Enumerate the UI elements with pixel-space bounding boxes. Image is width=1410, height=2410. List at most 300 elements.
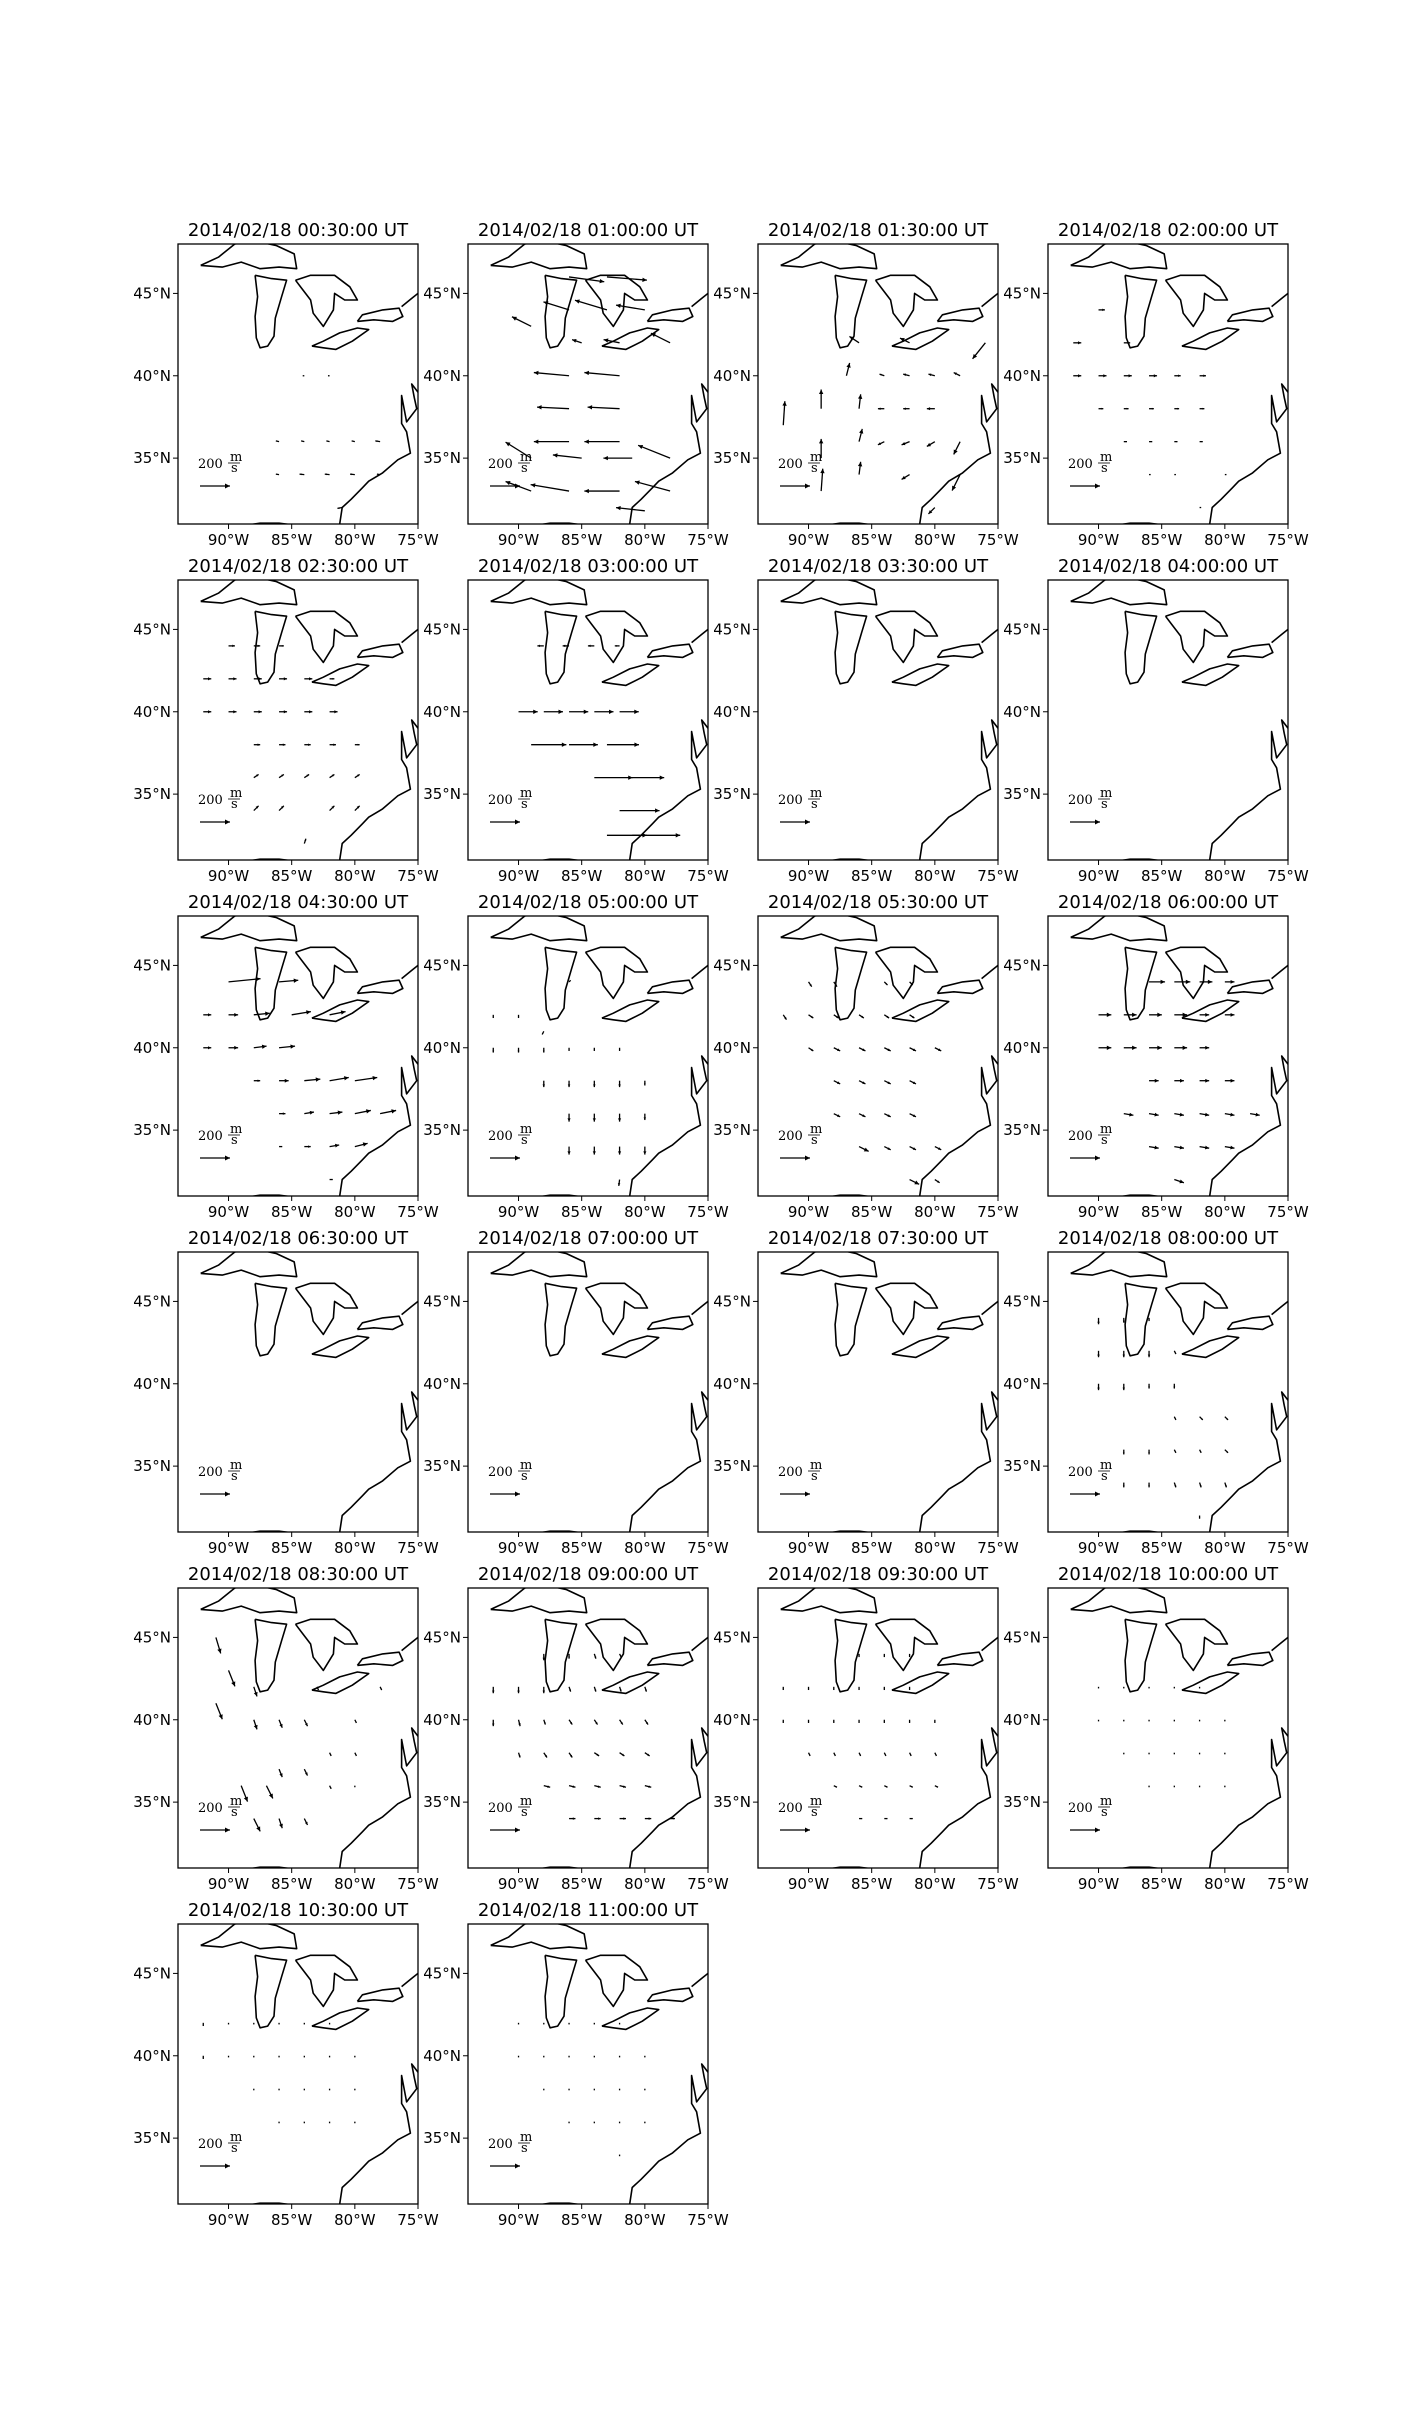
wind-vector — [1148, 1351, 1151, 1357]
wind-vector — [1200, 507, 1202, 508]
x-tick-label: 85°W — [270, 1875, 313, 1893]
coastline — [781, 1249, 877, 1277]
wind-vector — [645, 1785, 651, 1788]
wind-vector — [859, 1786, 862, 1788]
wind-vector — [884, 1818, 887, 1819]
wind-vector — [300, 473, 305, 475]
wind-vector — [651, 333, 670, 343]
key-label-unit: m — [520, 1458, 533, 1473]
x-tick-label: 75°W — [1267, 1875, 1309, 1893]
panel-title: 2014/02/18 09:30:00 UT — [767, 1564, 989, 1585]
wind-vector — [350, 473, 355, 475]
wind-vector — [594, 2023, 595, 2025]
panel-frame — [178, 1588, 418, 1868]
panel-frame — [468, 916, 708, 1196]
wind-vector — [1123, 1720, 1124, 1722]
wind-vector — [910, 1818, 913, 1819]
coastline — [920, 368, 1011, 525]
wind-vector — [330, 806, 335, 811]
wind-vector — [303, 375, 305, 376]
wind-vector — [1174, 1483, 1176, 1488]
panel-frame — [758, 916, 998, 1196]
coastline — [892, 1672, 949, 1693]
wind-vector — [645, 2056, 646, 2058]
key-label-unit: m — [1100, 1122, 1113, 1137]
coastline — [255, 611, 287, 684]
key-label-value: 200 — [198, 1465, 223, 1480]
key-arrow — [200, 820, 230, 825]
wind-vector — [517, 1687, 520, 1693]
wind-vector — [1200, 1483, 1202, 1488]
panel-title: 2014/02/18 07:30:00 UT — [767, 1228, 989, 1249]
wind-vector — [1174, 1079, 1184, 1083]
key-arrow — [490, 1156, 520, 1161]
wind-vector — [518, 1048, 520, 1053]
x-tick-label: 90°W — [1077, 1203, 1120, 1221]
wind-vector — [537, 405, 569, 409]
wind-vector — [380, 1109, 396, 1113]
y-tick-label: 35°N — [713, 1457, 751, 1476]
wind-vector — [1225, 1079, 1235, 1083]
wind-vector — [594, 2056, 595, 2058]
wind-vector — [619, 2023, 620, 2025]
wind-vector — [375, 440, 380, 442]
coastline — [1182, 328, 1239, 349]
wind-vector — [878, 442, 884, 445]
coastline — [647, 1316, 692, 1329]
coastline — [982, 1301, 998, 1314]
wind-vector — [330, 1076, 349, 1081]
key-label-unit: m — [230, 1122, 243, 1137]
wind-vector — [878, 407, 884, 410]
x-tick-label: 75°W — [687, 1875, 729, 1893]
coastline — [1166, 1283, 1228, 1334]
wind-vector — [279, 978, 298, 982]
key-label-unit: m — [1100, 450, 1113, 465]
y-tick-label: 45°N — [423, 956, 461, 975]
wind-vector — [884, 1654, 885, 1657]
wind-vector — [1200, 375, 1206, 378]
wind-vector — [1098, 1720, 1099, 1722]
key-label-unit: s — [1101, 1469, 1108, 1484]
wind-vector — [329, 2023, 330, 2025]
coastline — [920, 1040, 1011, 1197]
x-tick-label: 85°W — [1140, 531, 1183, 549]
wind-vector — [229, 1046, 239, 1050]
wind-vector — [910, 1015, 915, 1018]
coastline — [647, 1988, 692, 2001]
wind-vector — [632, 775, 664, 779]
x-tick-label: 80°W — [1204, 1539, 1246, 1557]
wind-vector — [619, 2089, 620, 2091]
panel-title: 2014/02/18 10:30:00 UT — [187, 1900, 409, 1921]
coastline — [1166, 611, 1228, 662]
wind-vector — [1200, 1450, 1202, 1453]
panel-title: 2014/02/18 06:00:00 UT — [1057, 892, 1279, 913]
coastline — [312, 664, 369, 685]
y-tick-label: 35°N — [713, 449, 751, 468]
wind-vector — [518, 1720, 521, 1726]
coastline — [602, 1672, 659, 1693]
x-tick-label: 80°W — [334, 1203, 376, 1221]
x-tick-label: 90°W — [497, 1875, 540, 1893]
coastline — [602, 1000, 659, 1021]
key-label-unit: s — [1101, 797, 1108, 812]
coastline — [545, 1955, 577, 2028]
y-tick-label: 35°N — [1003, 1793, 1041, 1812]
coastline — [1227, 644, 1272, 657]
wind-vector — [330, 678, 335, 680]
x-tick-label: 75°W — [687, 531, 729, 549]
y-tick-label: 40°N — [423, 366, 461, 385]
key-arrow — [490, 1828, 520, 1833]
x-tick-label: 80°W — [1204, 867, 1246, 885]
wind-vector — [1174, 1146, 1184, 1150]
coastline — [296, 611, 358, 662]
panel — [713, 892, 1019, 1221]
coastline — [312, 328, 369, 349]
wind-vector — [1200, 1046, 1210, 1050]
y-tick-label: 35°N — [713, 1121, 751, 1140]
wind-vector — [858, 1720, 859, 1723]
wind-vector — [783, 1015, 786, 1020]
y-tick-label: 40°N — [1003, 1038, 1041, 1057]
wind-vector — [1174, 1753, 1175, 1755]
wind-vector — [229, 1013, 239, 1017]
wind-vector — [253, 2089, 254, 2091]
x-tick-label: 80°W — [914, 867, 956, 885]
coastline — [402, 293, 418, 306]
wind-vector — [355, 2056, 356, 2058]
x-tick-label: 85°W — [270, 1539, 313, 1557]
wind-vector — [279, 2023, 280, 2025]
wind-vector — [355, 2122, 356, 2124]
wind-vector — [594, 1817, 600, 1820]
coastline — [545, 1283, 577, 1356]
wind-vector — [616, 304, 645, 310]
wind-vector — [330, 743, 336, 746]
wind-vector — [903, 374, 909, 377]
wind-vector — [884, 1147, 890, 1150]
x-tick-label: 75°W — [397, 1203, 439, 1221]
x-tick-label: 85°W — [560, 531, 603, 549]
key-label-unit: m — [230, 786, 243, 801]
y-tick-label: 45°N — [133, 956, 171, 975]
coastline — [692, 629, 708, 642]
coastline — [1210, 368, 1301, 525]
y-tick-label: 40°N — [1003, 366, 1041, 385]
coastline — [1071, 577, 1167, 605]
panel — [423, 220, 729, 549]
coastline — [402, 1637, 418, 1650]
key-arrow — [780, 1492, 810, 1497]
y-tick-label: 35°N — [133, 449, 171, 468]
wind-vector — [569, 980, 571, 982]
key-arrow — [200, 484, 230, 489]
y-tick-label: 40°N — [1003, 1374, 1041, 1393]
wind-vector — [820, 469, 824, 491]
wind-vector — [355, 744, 360, 746]
key-arrow — [490, 820, 520, 825]
y-tick-label: 35°N — [133, 2129, 171, 2148]
key-label-unit: m — [520, 450, 533, 465]
wind-vector — [859, 1048, 865, 1051]
wind-vector — [1123, 1483, 1125, 1488]
key-label-unit: s — [1101, 1805, 1108, 1820]
wind-vector — [884, 1048, 890, 1051]
wind-vector — [1148, 1384, 1150, 1389]
panel — [133, 1564, 439, 1893]
wind-vector — [1199, 1753, 1200, 1755]
coastline — [1227, 1316, 1272, 1329]
coastline — [1166, 947, 1228, 998]
wind-vector — [594, 775, 632, 779]
panel-title: 2014/02/18 00:30:00 UT — [187, 220, 409, 241]
x-tick-label: 75°W — [397, 1539, 439, 1557]
x-tick-label: 90°W — [207, 1539, 250, 1557]
wind-vector — [203, 677, 211, 680]
wind-vector — [569, 1817, 575, 1820]
y-tick-label: 35°N — [133, 785, 171, 804]
wind-vector — [330, 1179, 333, 1180]
wind-vector — [1123, 1450, 1125, 1455]
wind-vector — [782, 401, 786, 425]
y-tick-label: 40°N — [133, 1038, 171, 1057]
key-label-value: 200 — [198, 2137, 223, 2152]
wind-vector — [543, 1081, 546, 1087]
wind-vector — [909, 1654, 910, 1657]
wind-vector — [553, 453, 582, 458]
wind-vector — [884, 1786, 887, 1788]
wind-vector — [588, 645, 594, 648]
panel-title: 2014/02/18 01:30:00 UT — [767, 220, 989, 241]
wind-vector — [544, 1785, 550, 1788]
wind-vector — [594, 1654, 596, 1659]
y-tick-label: 40°N — [713, 366, 751, 385]
coastline — [357, 980, 402, 993]
panel-title: 2014/02/18 03:30:00 UT — [767, 556, 989, 577]
key-label-value: 200 — [1068, 1465, 1093, 1480]
panel-title: 2014/02/18 04:30:00 UT — [187, 892, 409, 913]
panel-frame — [468, 1924, 708, 2204]
y-tick-label: 40°N — [423, 702, 461, 721]
key-arrow — [780, 484, 810, 489]
wind-vector — [519, 710, 538, 714]
coastline — [586, 1619, 648, 1670]
wind-vector — [594, 2122, 595, 2124]
wind-vector — [594, 1687, 596, 1692]
key-label-unit: m — [520, 786, 533, 801]
x-tick-label: 90°W — [497, 2211, 540, 2229]
x-tick-label: 80°W — [624, 2211, 666, 2229]
panel-title: 2014/02/18 06:30:00 UT — [187, 1228, 409, 1249]
wind-vector — [203, 2056, 204, 2059]
wind-vector — [1123, 1351, 1126, 1357]
wind-vector — [833, 1687, 834, 1690]
wind-vector — [1149, 1720, 1150, 1722]
x-tick-label: 85°W — [270, 531, 313, 549]
coastline — [201, 1249, 297, 1277]
wind-vector — [1149, 408, 1154, 410]
coastline — [1125, 275, 1157, 348]
wind-vector — [1124, 441, 1127, 442]
x-tick-label: 85°W — [560, 1875, 603, 1893]
wind-vector — [619, 2056, 620, 2058]
key-label-unit: s — [231, 797, 238, 812]
panel-title: 2014/02/18 05:00:00 UT — [477, 892, 699, 913]
wind-vector — [884, 982, 887, 985]
coastline — [1166, 275, 1228, 326]
wind-vector — [203, 1046, 211, 1049]
wind-vector — [1148, 1450, 1150, 1455]
wind-vector — [1174, 441, 1177, 442]
key-label-unit: s — [521, 797, 528, 812]
wind-vector — [928, 508, 934, 514]
coastline — [296, 947, 358, 998]
wind-vector — [935, 1753, 937, 1756]
wind-vector — [493, 1015, 494, 1018]
wind-vector — [620, 1817, 626, 1820]
key-label-unit: s — [231, 1133, 238, 1148]
wind-vector — [935, 1180, 940, 1183]
coastline — [692, 293, 708, 306]
wind-vector — [645, 1687, 647, 1692]
wind-vector — [902, 475, 910, 480]
key-arrow — [200, 2164, 230, 2169]
panel — [133, 1228, 439, 1557]
y-tick-label: 40°N — [1003, 1710, 1041, 1729]
wind-vector — [594, 1753, 599, 1756]
x-tick-label: 90°W — [207, 2211, 250, 2229]
wind-vector — [254, 774, 259, 777]
wind-vector — [352, 441, 355, 442]
x-tick-label: 80°W — [334, 1875, 376, 1893]
coastline — [545, 1619, 577, 1692]
key-label-unit: m — [520, 1122, 533, 1137]
coastline — [1210, 1712, 1301, 1869]
wind-vector — [1099, 309, 1105, 312]
x-tick-label: 90°W — [497, 1203, 540, 1221]
coastline — [255, 947, 287, 1020]
x-tick-label: 75°W — [397, 531, 439, 549]
wind-vector — [584, 439, 619, 443]
coastline — [920, 704, 1011, 861]
wind-vector — [304, 677, 312, 680]
wind-vector — [910, 1753, 912, 1756]
x-tick-label: 90°W — [1077, 1875, 1120, 1893]
coastline — [1125, 947, 1157, 1020]
x-tick-label: 75°W — [977, 1875, 1019, 1893]
wind-vector — [584, 371, 619, 376]
wind-vector — [569, 1785, 575, 1788]
wind-vector — [910, 1114, 916, 1117]
x-tick-label: 90°W — [787, 867, 830, 885]
x-tick-label: 85°W — [270, 867, 313, 885]
wind-vector — [620, 710, 639, 714]
wind-vector — [216, 1703, 223, 1719]
wind-vector — [279, 774, 284, 777]
wind-vector — [859, 1114, 865, 1117]
wind-vector — [909, 1687, 910, 1690]
coastline — [1071, 241, 1167, 269]
x-tick-label: 85°W — [560, 2211, 603, 2229]
wind-vector — [1174, 1720, 1175, 1722]
wind-vector — [254, 645, 260, 648]
panel-frame — [178, 580, 418, 860]
x-tick-label: 75°W — [977, 1539, 1019, 1557]
x-tick-label: 80°W — [624, 867, 666, 885]
key-label-unit: s — [1101, 1133, 1108, 1148]
wind-vector — [229, 710, 237, 713]
coastline — [876, 947, 938, 998]
wind-vector — [954, 442, 960, 455]
wind-vector — [1149, 1013, 1162, 1017]
coastline — [340, 1040, 431, 1197]
key-label-unit: m — [810, 450, 823, 465]
coastline — [340, 368, 431, 525]
key-arrow — [1070, 1492, 1100, 1497]
wind-vector — [512, 317, 531, 327]
wind-vector — [254, 1012, 270, 1016]
panel-title: 2014/02/18 11:00:00 UT — [477, 1900, 699, 1921]
key-arrow — [780, 820, 810, 825]
wind-vector — [935, 1786, 938, 1788]
wind-vector — [1149, 1753, 1150, 1755]
wind-vector — [329, 2122, 330, 2124]
coastline — [201, 241, 297, 269]
wind-vector — [569, 1753, 572, 1758]
y-tick-label: 45°N — [133, 620, 171, 639]
wind-vector — [304, 1819, 307, 1825]
wind-vector — [783, 1720, 784, 1723]
wind-vector — [543, 2089, 544, 2091]
wind-vector — [544, 1753, 547, 1758]
key-label-unit: s — [521, 1133, 528, 1148]
key-label-value: 200 — [198, 1801, 223, 1816]
coastline — [781, 577, 877, 605]
wind-vector — [279, 1146, 282, 1147]
y-tick-label: 45°N — [423, 1964, 461, 1983]
wind-vector — [543, 1687, 546, 1693]
wind-vector — [569, 1687, 571, 1692]
wind-vector — [304, 2056, 305, 2058]
wind-vector — [635, 481, 670, 492]
coastline — [1210, 704, 1301, 861]
wind-vector — [330, 1010, 346, 1014]
coastline — [1272, 293, 1288, 306]
wind-vector — [279, 1769, 282, 1777]
coastline — [982, 1637, 998, 1650]
wind-vector — [593, 1081, 596, 1087]
wind-vector — [858, 462, 862, 475]
wind-vector — [618, 1081, 621, 1087]
wind-vector — [537, 645, 543, 648]
coastline — [982, 293, 998, 306]
wind-vector — [834, 1786, 837, 1788]
wind-vector — [910, 1048, 916, 1051]
coastline — [255, 1955, 287, 2028]
panel — [1003, 1228, 1309, 1557]
wind-vector — [518, 2056, 519, 2058]
y-tick-label: 35°N — [1003, 1457, 1041, 1476]
wind-vector — [531, 743, 566, 747]
wind-vector — [276, 474, 279, 475]
y-tick-label: 40°N — [423, 2046, 461, 2065]
wind-vector — [594, 1785, 600, 1788]
wind-vector — [330, 1753, 332, 1756]
y-tick-label: 45°N — [713, 1628, 751, 1647]
key-label-unit: s — [811, 461, 818, 476]
